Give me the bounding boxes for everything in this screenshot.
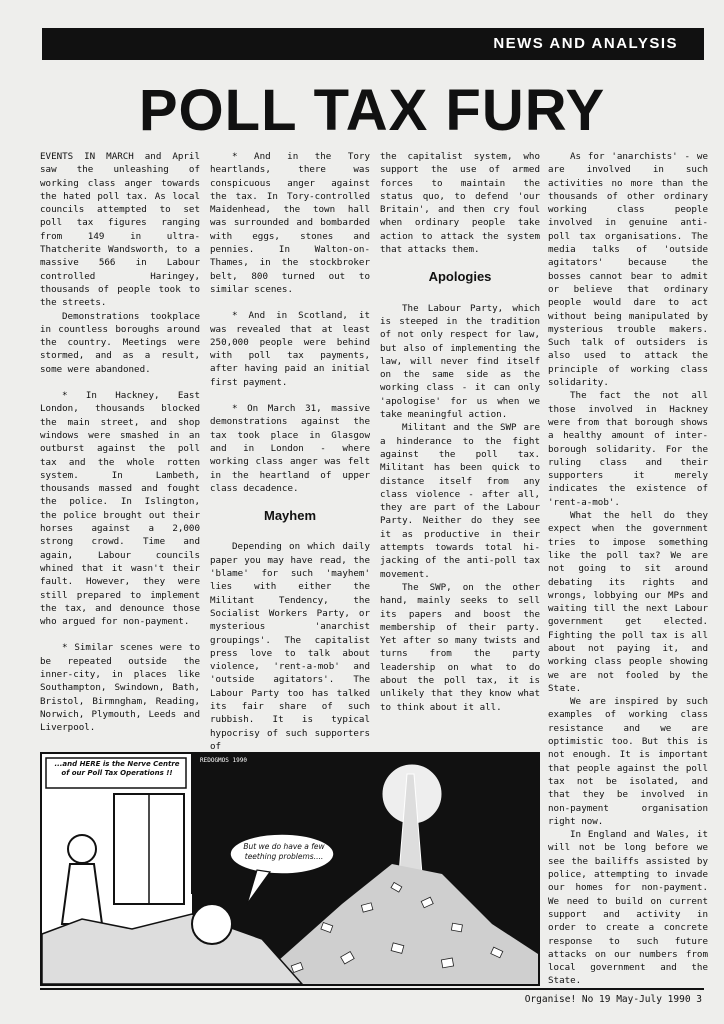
paragraph: The Labour Party, which is steeped in the tradition of not only respect for law, but also of implementing the law, will never find itself on the same side as the working class - it can only 'apologise' for us when we take meaningful action. [380,302,540,421]
section-banner: NEWS AND ANALYSIS [42,28,704,60]
cartoon-drawing [42,754,538,984]
paragraph: What the hell do they expect when the government tries to impose something like the poll tax? We are not going to sit around debating its rights and wrongs, lobbying our MPs and waiting till the next Labour government get elected. Fighting the poll tax is all about not paying it, and working class people showing we are not fooled by the State. [548,510,708,694]
paragraph: Depending on which daily paper you may have read, the 'blame' for such 'mayhem' lies with either the Militant Tendency, the Socialist Workers Party, or mysterious 'anarchist groupings'. The capitalist press love to talk about violence, 'rent-a-mob' and 'outside agitators'. The Labour Party too has talked its fair share of such rubbish. It is typical hypocrisy of such supporters of [210,541,370,752]
cartoon-illustration [40,752,540,986]
paragraph: Demonstrations tookplace in countless boroughs around the country. Meetings were stormed, and as a result, some were abandoned. [40,310,200,375]
paragraph: * And in the Tory heartlands, there was conspicuous anger against the tax. In Tory-controlled Maidenhead, the town hall was surrounded and bombarded with eggs, stones and pennies. In Walton-on-Thames, in the stockbroker belt, 800 turned out to similar scenes. [210,151,370,295]
subheading-apologies: Apologies [428,269,492,285]
column-4 [548,150,708,987]
paragraph: * And in Scotland, it was revealed that at least 250,000 people were behind with poll tax payments, after having paid an initial first payment. [210,310,370,388]
headline: POLL TAX FURY [138,78,606,143]
paragraph: * Similar scenes were to be repeated outside the inner-city, in places like Southampton, Swindown, Bath, Bristol, Birmngham, Reading, Norwich, Plymouth, Leeds and Liverpool. [40,642,200,734]
paragraph: As for 'anarchists' - we are involved in such activities no more than the thousands of other ordinary working class people involved in genuine anti-poll tax organisations. The media talks of 'outside agitators' because the bosses cannot bear to admit or believe that ordinary people would dare to act without being manipulated by mysterious trouble makers. Such talk of outsiders is also used to attack the principle of working class solidarity. [548,151,708,389]
column-1 [40,150,200,740]
paragraph: Militant and the SWP are a hinderance to the fight against the poll tax. Militant has been quick to distance itself from any class violence - after all, they are part of the Labour Party. Neither do they see it as productive in their attempts towards total hi-jacking of the anti-poll tax movement. [380,422,540,580]
paragraph: EVENTS IN MARCH and April saw the unleashing of working class anger towards the hated poll tax. As local councils attempted to set poll tax figures ranging from 149 in ultra-Thatcherite Wandsworth, to a massive 566 in Labour controlled Haringey, thousands of people took to the streets. [40,151,200,309]
footer-rule [40,988,704,990]
paragraph: * In Hackney, East London, thousands blocked the main street, and shop windows were smashed in an outburst against the poll tax and the whole rotten system. In Lambeth, thousands massed and fought the police. In Islington, the police brought out their horses against a 2,000 strong crowd. Time and again, Labour councils whined that it wasn't their fault. However, they were still prepared to implement the tax, and denounce those who argued for non-payment. [40,390,200,628]
column-2 [210,150,370,752]
cartoon-caption: ...and HERE is the Nerve Centre of our Poll Tax Operations !! [54,760,180,777]
column-3 [380,150,540,740]
paragraph: In England and Wales, it will not be long before we see the bailiffs assisted by police, attempting to invade our homes for non-payment. We need to build on current support and activity in order to create a concrete response to such future attacks on our numbers from local government and the State. [548,829,708,987]
cartoon-speech-bubble: But we do have a few teething problems.... [243,842,325,861]
cartoon-signature: REDOGMOS 1990 [200,757,247,764]
paragraph: the capitalist system, who support the use of armed forces to maintain the status quo, to defend 'our Britain', and then cry foul when ordinary people take action to attack the system that attacks them. [380,151,540,256]
page-footer: Organise! No 19 May-July 1990 3 [524,994,702,1005]
paragraph: The SWP, on the other hand, mainly seeks to sell its papers and boost the membership of their party. Yet after so many twists and turns from the party leadership on what to do about the poll tax, it is unlikely that they know what to think about it all. [380,581,540,713]
subheading-mayhem: Mayhem [263,508,317,524]
paragraph: The fact the not all those involved in Hackney were from that borough shows a healthy amount of inter-borough solidarity. For the ruling class and their supporters it merely indicates the existence of 'rent-a-mob'. [548,390,708,508]
paragraph: * On March 31, massive demonstrations against the tax took place in Glasgow and in London - where working class anger was felt in the heartland of upper class decadence. [210,403,370,494]
paragraph: We are inspired by such examples of working class resistance and we are optimistic too. But this is not enough. It is important that people against the poll tax not be isolated, and that they be involved in non-payment organisation right now. [548,696,708,827]
